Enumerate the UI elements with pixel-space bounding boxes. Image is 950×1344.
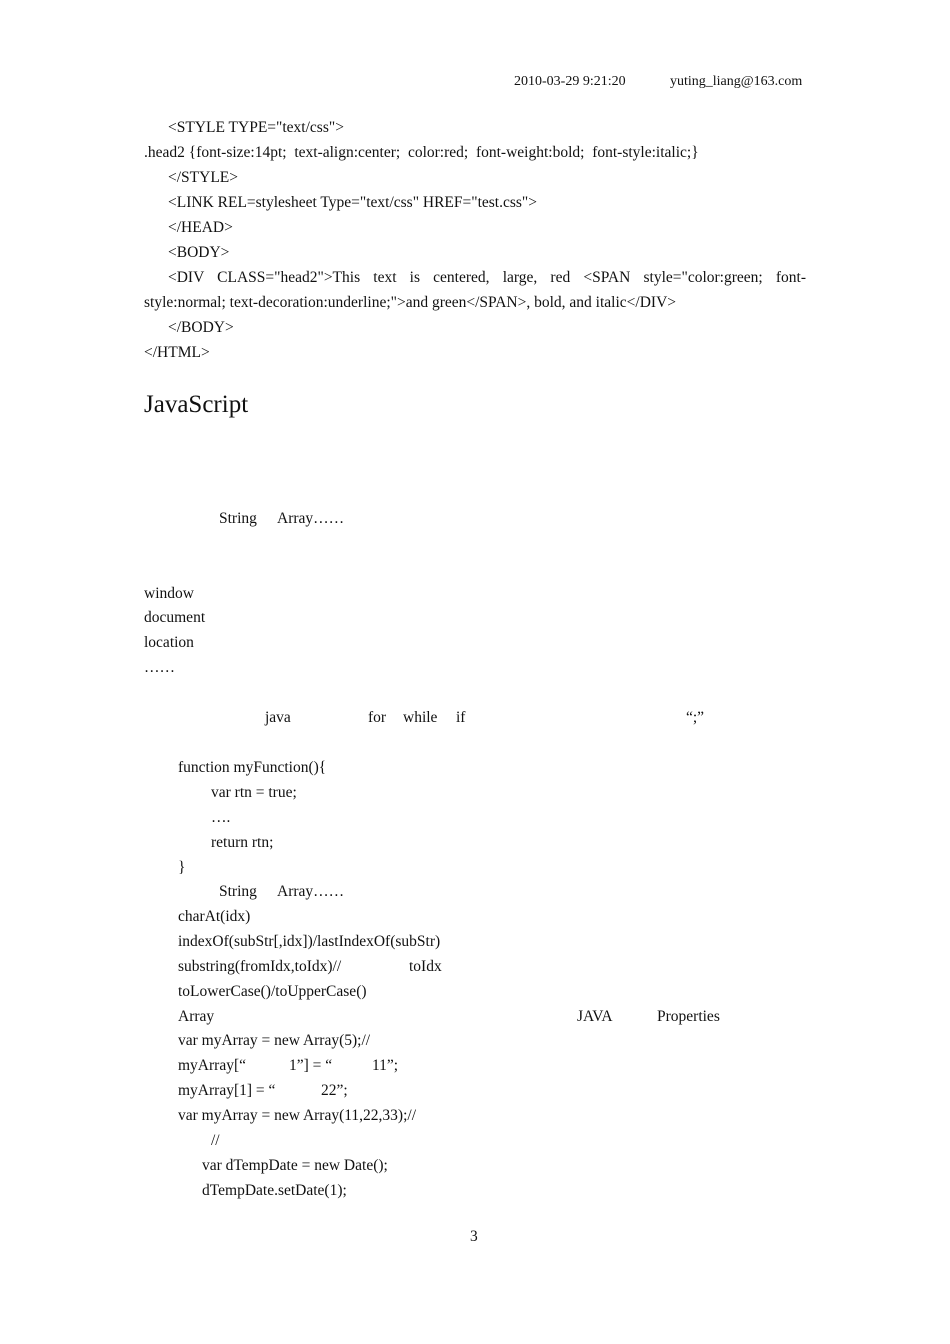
string-label: String xyxy=(219,510,257,527)
array-code-part: 1”] = “ xyxy=(289,1057,333,1074)
array-java: JAVA xyxy=(577,1008,613,1025)
syntax-java: java xyxy=(265,709,291,726)
code-line: <DIV CLASS="head2">This text is centered, large, red <SPAN style="color:green; font- xyxy=(168,269,806,286)
array-code-part: 11”; xyxy=(372,1057,399,1074)
array-code-part: 22”; xyxy=(321,1082,348,1099)
array-code-part: myArray[1] = “ xyxy=(178,1082,276,1099)
object-item: window xyxy=(144,585,194,602)
code-line: </HEAD> xyxy=(168,219,233,236)
syntax-for: for xyxy=(368,709,387,726)
section-title: JavaScript xyxy=(144,391,249,418)
array-label: Array…… xyxy=(277,883,345,900)
header-email: yuting_liang@163.com xyxy=(670,74,803,89)
string-label: String xyxy=(219,883,257,900)
code-line: <LINK REL=stylesheet Type="text/css" HREF="test.css"> xyxy=(168,194,537,211)
code-line: style:normal; text-decoration:underline;">and green</SPAN>, bold, and italic</DIV> xyxy=(144,294,677,311)
code-line: </HTML> xyxy=(144,344,210,361)
syntax-semicolon: “;” xyxy=(686,709,705,726)
array-code-part: myArray[“ xyxy=(178,1057,246,1074)
function-line: …. xyxy=(211,809,231,826)
function-line: } xyxy=(178,859,186,876)
code-line: <STYLE TYPE="text/css"> xyxy=(168,119,344,136)
method-note: toIdx xyxy=(409,958,442,975)
function-line: return rtn; xyxy=(211,834,274,851)
function-line: var rtn = true; xyxy=(211,784,297,801)
code-line: </STYLE> xyxy=(168,169,239,186)
date-comment: // xyxy=(211,1132,220,1149)
method-line: indexOf(subStr[,idx])/lastIndexOf(subStr) xyxy=(178,933,441,950)
method-line: charAt(idx) xyxy=(178,908,251,925)
function-line: function myFunction(){ xyxy=(178,759,327,776)
array-code-line: var myArray = new Array(5);// xyxy=(178,1032,371,1049)
method-line: toLowerCase()/toUpperCase() xyxy=(178,983,367,1000)
code-line: .head2 {font-size:14pt; text-align:center; color:red; font-weight:bold; font-style:italic;} xyxy=(144,144,699,161)
date-code-line: dTempDate.setDate(1); xyxy=(202,1182,347,1199)
date-code-line: var dTempDate = new Date(); xyxy=(202,1157,388,1174)
code-line: <BODY> xyxy=(168,244,230,261)
object-item: …… xyxy=(144,659,175,676)
array-properties: Properties xyxy=(657,1008,720,1025)
object-item: location xyxy=(144,634,194,651)
code-line: </BODY> xyxy=(168,319,234,336)
syntax-while: while xyxy=(403,709,438,726)
array-heading: Array xyxy=(178,1008,215,1025)
array-code-line: var myArray = new Array(11,22,33);// xyxy=(178,1107,417,1124)
object-item: document xyxy=(144,609,206,626)
method-line: substring(fromIdx,toIdx)// xyxy=(178,958,342,975)
header-datetime: 2010-03-29 9:21:20 xyxy=(514,74,626,89)
array-label: Array…… xyxy=(277,510,345,527)
syntax-if: if xyxy=(456,709,466,726)
page-number: 3 xyxy=(470,1228,478,1245)
